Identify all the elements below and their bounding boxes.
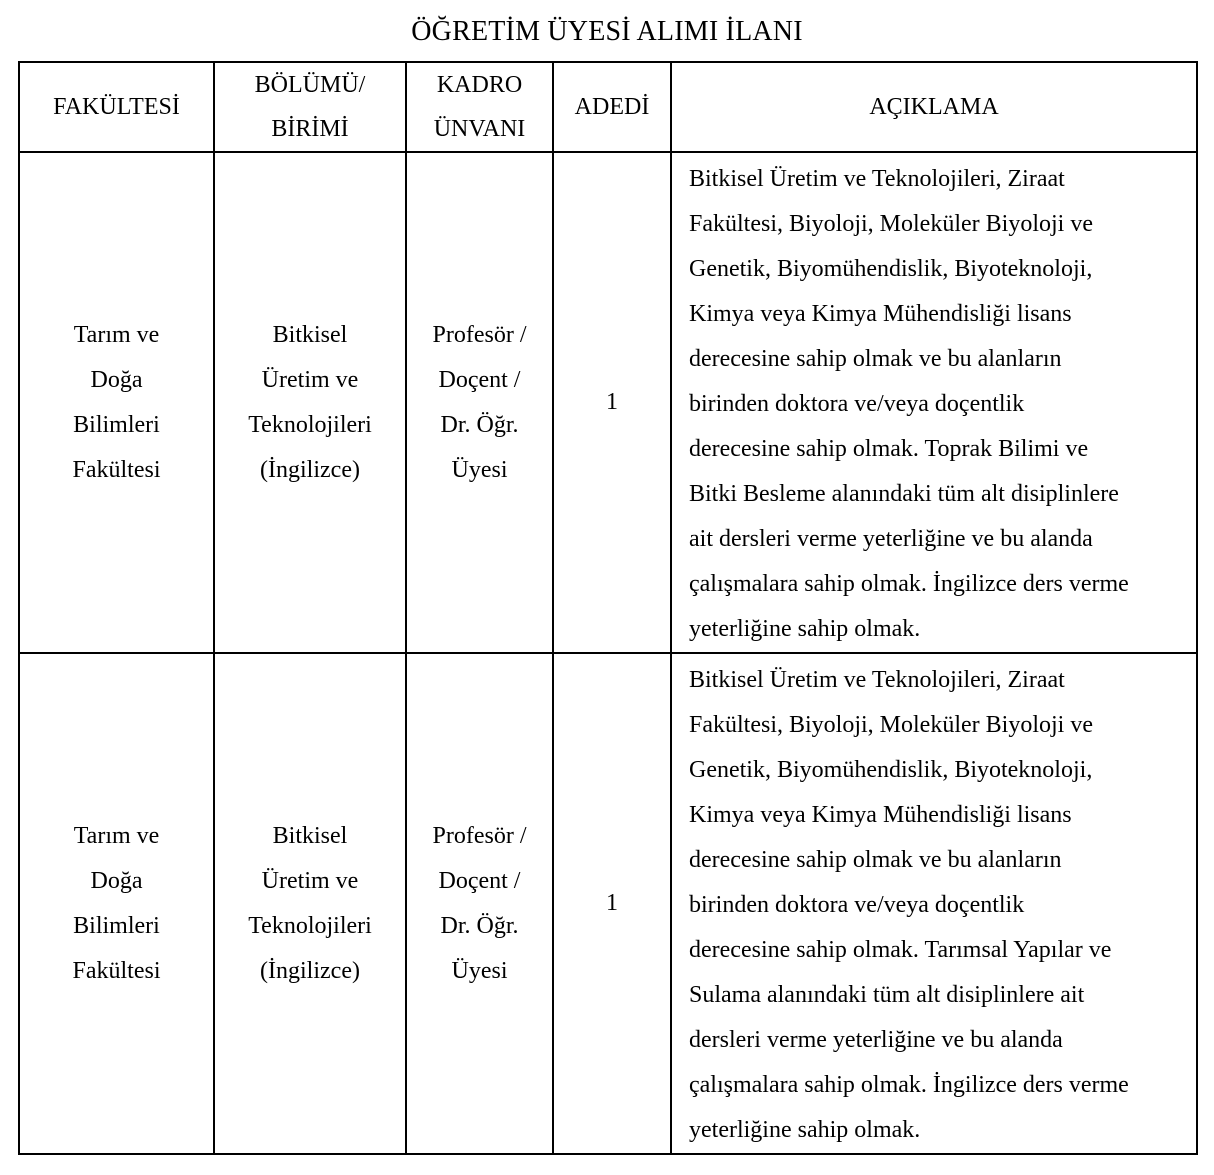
description-line: derecesine sahip olmak. Tarımsal Yapılar ve [689, 937, 1112, 963]
department-line: (İngilizce) [260, 957, 360, 984]
position-line: Profesör / [432, 822, 527, 849]
department-cell [214, 653, 406, 1154]
description-line: Bitkisel Üretim ve Teknolojileri, Ziraat [689, 667, 1065, 693]
description-cell [671, 152, 1197, 653]
description-line: Bitki Besleme alanındaki tüm alt disiplinlere [689, 481, 1119, 507]
header-position-line: KADRO [436, 72, 523, 98]
description-line: birinden doktora ve/veya doçentlik [689, 892, 1025, 918]
description-line: Genetik, Biyomühendislik, Biyoteknoloji, [689, 256, 1093, 282]
header-faculty: FAKÜLTESİ [19, 62, 214, 152]
header-count: ADEDİ [553, 62, 671, 152]
description-line: çalışmalara sahip olmak. İngilizce ders verme [689, 1072, 1129, 1098]
position-line: Üyesi [451, 456, 508, 483]
description-line: birinden doktora ve/veya doçentlik [689, 391, 1025, 417]
header-department-line: BÖLÜMÜ/ [254, 72, 366, 98]
description-line: Fakültesi, Biyoloji, Moleküler Biyoloji ve [689, 211, 1093, 237]
count-cell: 1 [553, 152, 671, 653]
faculty-line: Tarım ve [73, 822, 160, 849]
faculty-cell [19, 653, 214, 1154]
department-line: Teknolojileri [248, 411, 372, 438]
position-line: Dr. Öğr. [440, 912, 519, 939]
description-cell [671, 653, 1197, 1154]
department-line: Bitkisel [272, 321, 348, 348]
position-line: Dr. Öğr. [440, 411, 519, 438]
description-line: Genetik, Biyomühendislik, Biyoteknoloji, [689, 757, 1093, 783]
department-line: (İngilizce) [260, 456, 360, 483]
department-line: Bitkisel [272, 822, 348, 849]
faculty-line: Fakültesi [72, 957, 161, 984]
description-line: Bitkisel Üretim ve Teknolojileri, Ziraat [689, 166, 1065, 192]
description-line: Kimya veya Kimya Mühendisliği lisans [689, 301, 1072, 327]
position-cell [406, 653, 553, 1154]
position-line: Üyesi [451, 957, 508, 984]
page-title: ÖĞRETİM ÜYESİ ALIMI İLANI [411, 16, 803, 47]
description-line: Fakültesi, Biyoloji, Moleküler Biyoloji ve [689, 712, 1093, 738]
description-line: derecesine sahip olmak. Toprak Bilimi ve [689, 436, 1089, 462]
department-cell [214, 152, 406, 653]
faculty-line: Doğa [90, 366, 143, 393]
description-line: Kimya veya Kimya Mühendisliği lisans [689, 802, 1072, 828]
description-line: derecesine sahip olmak ve bu alanların [689, 847, 1062, 873]
position-line: Doçent / [438, 867, 521, 894]
position-line: Doçent / [438, 366, 521, 393]
description-line: Sulama alanındaki tüm alt disiplinlere ait [689, 982, 1085, 1008]
position-line: Profesör / [432, 321, 527, 348]
description-line: dersleri verme yeterliğine ve bu alanda [689, 1027, 1063, 1053]
faculty-cell [19, 152, 214, 653]
department-line: Üretim ve [261, 366, 359, 393]
department-line: Teknolojileri [248, 912, 372, 939]
description-line: ait dersleri verme yeterliğine ve bu alanda [689, 526, 1093, 552]
faculty-line: Fakültesi [72, 456, 161, 483]
header-department-line: BİRİMİ [271, 116, 349, 142]
table-row [19, 653, 1197, 1154]
description-line: derecesine sahip olmak ve bu alanların [689, 346, 1062, 372]
faculty-line: Bilimleri [73, 411, 160, 438]
department-line: Üretim ve [261, 867, 359, 894]
count-cell: 1 [553, 653, 671, 1154]
faculty-line: Doğa [90, 867, 143, 894]
header-row [19, 62, 1197, 152]
faculty-line: Bilimleri [73, 912, 160, 939]
header-department [214, 62, 406, 152]
header-description: AÇIKLAMA [671, 62, 1197, 152]
description-line: yeterliğine sahip olmak. [689, 1117, 921, 1143]
header-position-line: ÜNVANI [433, 116, 526, 142]
header-position [406, 62, 553, 152]
position-cell [406, 152, 553, 653]
faculty-line: Tarım ve [73, 321, 160, 348]
announcement-table [18, 61, 1198, 1155]
table-row [19, 152, 1197, 653]
description-line: çalışmalara sahip olmak. İngilizce ders verme [689, 571, 1129, 597]
description-line: yeterliğine sahip olmak. [689, 616, 921, 642]
